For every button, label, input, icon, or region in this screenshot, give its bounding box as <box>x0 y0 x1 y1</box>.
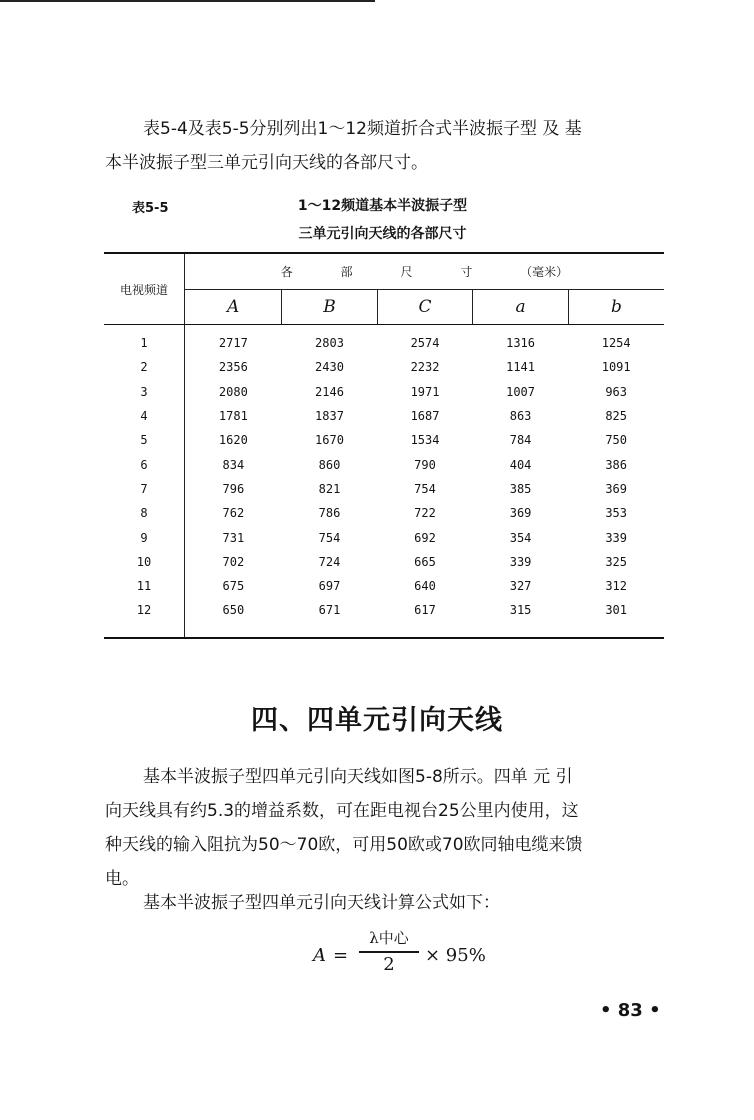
value-cell: 2574 <box>410 336 440 351</box>
value-cell: 697 <box>318 579 341 594</box>
value-cell: 640 <box>414 579 436 594</box>
value-cell: 1141 <box>506 360 536 375</box>
table-row <box>104 355 664 379</box>
value-cell: 665 <box>414 554 436 569</box>
value-cell: 312 <box>605 579 628 594</box>
value-cell: 796 <box>222 481 245 496</box>
value-cell: 784 <box>509 433 532 448</box>
channel-cell: 10 <box>104 550 185 574</box>
table-row <box>104 380 664 404</box>
value-cell: 2146 <box>315 384 344 399</box>
value-cell: 762 <box>222 506 245 521</box>
value-cell: 754 <box>414 481 436 496</box>
group-header-part: 尺 <box>400 264 413 279</box>
formula-intro: 基本半波振子型四单元引向天线计算公式如下： <box>143 893 500 913</box>
value-cell: 790 <box>414 457 436 472</box>
table-title-line-2: 三单元引向天线的各部尺寸 <box>298 226 467 242</box>
intro-line-2: 本半波振子型三单元引向天线的各部尺寸。 <box>105 153 428 173</box>
value-cell: 301 <box>568 598 664 637</box>
body-line-3: 种天线的输入阻抗为50～70欧，可用50欧或70欧同轴电缆来馈 <box>105 835 583 855</box>
body-line-4: 电。 <box>105 869 139 889</box>
value-cell: 385 <box>509 481 532 496</box>
table-label: 表5-5 <box>132 201 169 216</box>
body-paragraph <box>105 760 665 896</box>
value-cell: 702 <box>222 554 245 569</box>
top-rule <box>0 0 375 2</box>
value-cell: 315 <box>473 598 569 637</box>
section-heading: 四、四单元引向天线 <box>251 705 503 736</box>
value-cell: 354 <box>509 530 532 545</box>
channel-cell: 12 <box>104 598 185 637</box>
channel-header: 电视频道 <box>104 253 185 325</box>
value-cell: 692 <box>414 530 436 545</box>
value-cell: 2356 <box>218 360 248 375</box>
table-row <box>104 525 664 549</box>
group-header-part: 各 <box>280 264 293 279</box>
group-header-part: 寸 <box>460 264 473 279</box>
value-cell: 821 <box>318 481 341 496</box>
value-cell: 834 <box>222 457 245 472</box>
column-header-b: b <box>568 289 664 325</box>
channel-cell: 5 <box>104 428 185 452</box>
value-cell: 750 <box>605 433 628 448</box>
intro-paragraph <box>105 112 665 180</box>
value-cell: 731 <box>222 530 245 545</box>
value-cell: 825 <box>605 409 628 424</box>
value-cell: 671 <box>282 598 378 637</box>
channel-cell: 3 <box>104 380 185 404</box>
value-cell: 386 <box>605 457 628 472</box>
column-header-B: B <box>282 289 378 325</box>
table-row <box>104 428 664 452</box>
value-cell: 650 <box>185 598 282 637</box>
value-cell: 339 <box>509 554 532 569</box>
value-cell: 404 <box>509 457 532 472</box>
dimensions-group-header <box>185 253 665 289</box>
value-cell: 963 <box>605 384 628 399</box>
formula-denominator: 2 <box>383 954 395 975</box>
channel-cell: 9 <box>104 525 185 549</box>
table-row <box>104 574 664 598</box>
value-cell: 2717 <box>218 336 248 351</box>
channel-cell: 1 <box>104 325 185 356</box>
table-row <box>104 404 664 428</box>
channel-cell: 2 <box>104 355 185 379</box>
value-cell: 754 <box>318 530 341 545</box>
table-row <box>104 501 664 525</box>
value-cell: 2430 <box>315 360 344 375</box>
value-cell: 353 <box>605 506 628 521</box>
value-cell: 327 <box>509 579 532 594</box>
value-cell: 2080 <box>218 384 248 399</box>
formula-equals: = <box>333 945 349 966</box>
value-cell: 617 <box>377 598 473 637</box>
value-cell: 722 <box>414 506 436 521</box>
value-cell: 860 <box>318 457 341 472</box>
channel-cell: 11 <box>104 574 185 598</box>
dimensions-table <box>104 252 664 639</box>
value-cell: 1254 <box>601 336 631 351</box>
column-header-C: C <box>377 289 473 325</box>
formula-multiplier: × 95% <box>425 945 486 966</box>
value-cell: 1670 <box>315 433 344 448</box>
channel-cell: 8 <box>104 501 185 525</box>
body-line-2: 向天线具有约5.3的增益系数，可在距电视台25公里内使用，这 <box>105 801 579 821</box>
page-number: • 83 • <box>600 1000 661 1021</box>
value-cell: 1316 <box>506 336 536 351</box>
channel-cell: 6 <box>104 452 185 476</box>
group-header-part: 部 <box>340 264 353 279</box>
value-cell: 1781 <box>218 409 248 424</box>
fraction-bar <box>359 951 419 953</box>
formula-numerator: λ中心 <box>369 929 409 947</box>
channel-cell: 4 <box>104 404 185 428</box>
table-title-line-1: 1～12频道基本半波振子型 <box>297 198 468 214</box>
value-cell: 1007 <box>506 384 536 399</box>
column-header-a: a <box>473 289 569 325</box>
intro-line-1: 表5-4及表5-5分别列出1～12频道折合式半波振子型 及 基 <box>143 119 582 139</box>
value-cell: 863 <box>509 409 532 424</box>
value-cell: 1971 <box>410 384 440 399</box>
value-cell: 369 <box>605 481 628 496</box>
value-cell: 786 <box>318 506 341 521</box>
value-cell: 1534 <box>410 433 440 448</box>
formula-lhs: A <box>313 945 326 966</box>
value-cell: 325 <box>605 554 628 569</box>
value-cell: 2803 <box>315 336 344 351</box>
value-cell: 2232 <box>410 360 440 375</box>
table-row <box>104 452 664 476</box>
table-row <box>104 598 664 637</box>
value-cell: 724 <box>318 554 341 569</box>
value-cell: 675 <box>222 579 245 594</box>
group-header-part: （毫米） <box>520 264 569 279</box>
table-row <box>104 325 664 356</box>
table-row <box>104 477 664 501</box>
table-row <box>104 550 664 574</box>
value-cell: 369 <box>509 506 532 521</box>
value-cell: 1687 <box>410 409 440 424</box>
channel-cell: 7 <box>104 477 185 501</box>
body-line-1: 基本半波振子型四单元引向天线如图5-8所示。四单 元 引 <box>143 767 573 787</box>
column-header-A: A <box>185 289 282 325</box>
value-cell: 1837 <box>315 409 344 424</box>
value-cell: 1620 <box>218 433 248 448</box>
value-cell: 1091 <box>601 360 631 375</box>
value-cell: 339 <box>605 530 628 545</box>
